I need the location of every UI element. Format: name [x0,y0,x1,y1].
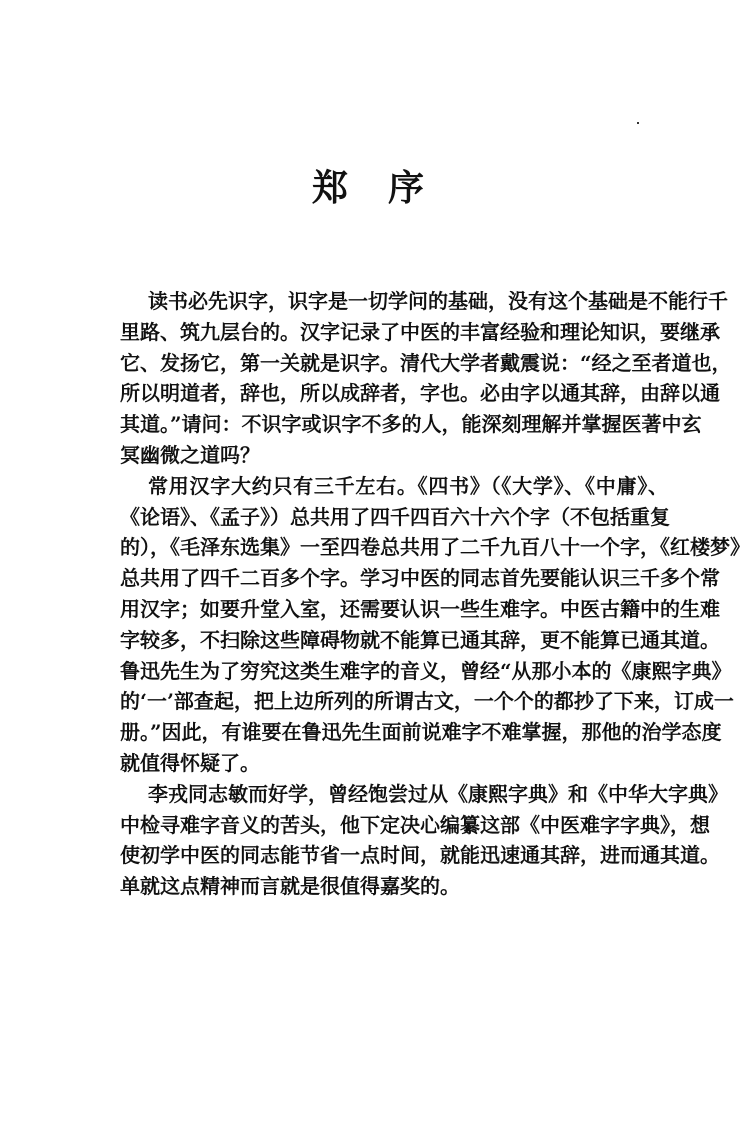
text-line: 总共用了四千二百多个字。学习中医的同志首先要能认识三千多个常 [120,566,720,591]
preface-body [120,286,750,902]
text-line: 《论语》、《孟子》）总共用了四千四百六十六个字（不包括重复 [120,504,670,529]
text-line: 使初学中医的同志能节省一点时间，就能迅速通其辞，进而通其道。 [120,843,720,868]
text-line: 所以明道者，辞也，所以成辞者，字也。必由字以通其辞，由辞以通 [120,381,720,406]
text-line: 中检寻难字音义的苦头，他下定决心编纂这部《中医难字字典》，想 [120,812,710,837]
text-line: 用汉字；如要升堂入室，还需要认识一些生难字。中医古籍中的生难 [120,596,720,621]
text-line: 的‘一’部查起，把上边所列的所谓古文，一个个的都抄了下来，订成一 [120,689,734,714]
scan-speck [637,122,639,124]
text-line: 单就这点精神而言就是很值得嘉奖的。 [120,874,460,899]
text-line: 就值得怀疑了。 [120,750,260,775]
text-line: 李戎同志敏而好学，曾经饱尝过从《康熙字典》和《中华大字典》 [148,781,728,806]
text-line: 它、发扬它，第一关就是识字。清代大学者戴震说：“经之至者道也， [120,350,732,375]
text-line: 冥幽微之道吗？ [120,442,260,467]
text-line: 其道。”请问：不识字或识字不多的人，能深刻理解并掌握医著中玄 [120,412,702,437]
text-line: 读书必先识字，识字是一切学问的基础，没有这个基础是不能行千 [148,289,728,313]
text-line: 里路、筑九层台的。汉字记录了中医的丰富经验和理论知识，要继承 [120,319,720,344]
text-line: 册。”因此，有谁要在鲁迅先生面前说难字不难掌握，那他的治学态度 [120,720,722,745]
text-line: 常用汉字大约只有三千左右。《四书》（《大学》、《中庸》、 [148,473,668,498]
text-line: 鲁迅先生为了穷究这类生难字的音义，曾经“从那小本的《康熙字典》 [120,658,732,683]
text-line: 字较多，不扫除这些障碍物就不能算已通其辞，更不能算已通其道。 [120,627,720,652]
text-line: 的），《毛泽东选集》一至四卷总共用了二千九百八十一个字，《红楼梦》 [120,535,750,560]
page-title: 郑序 [311,167,464,209]
